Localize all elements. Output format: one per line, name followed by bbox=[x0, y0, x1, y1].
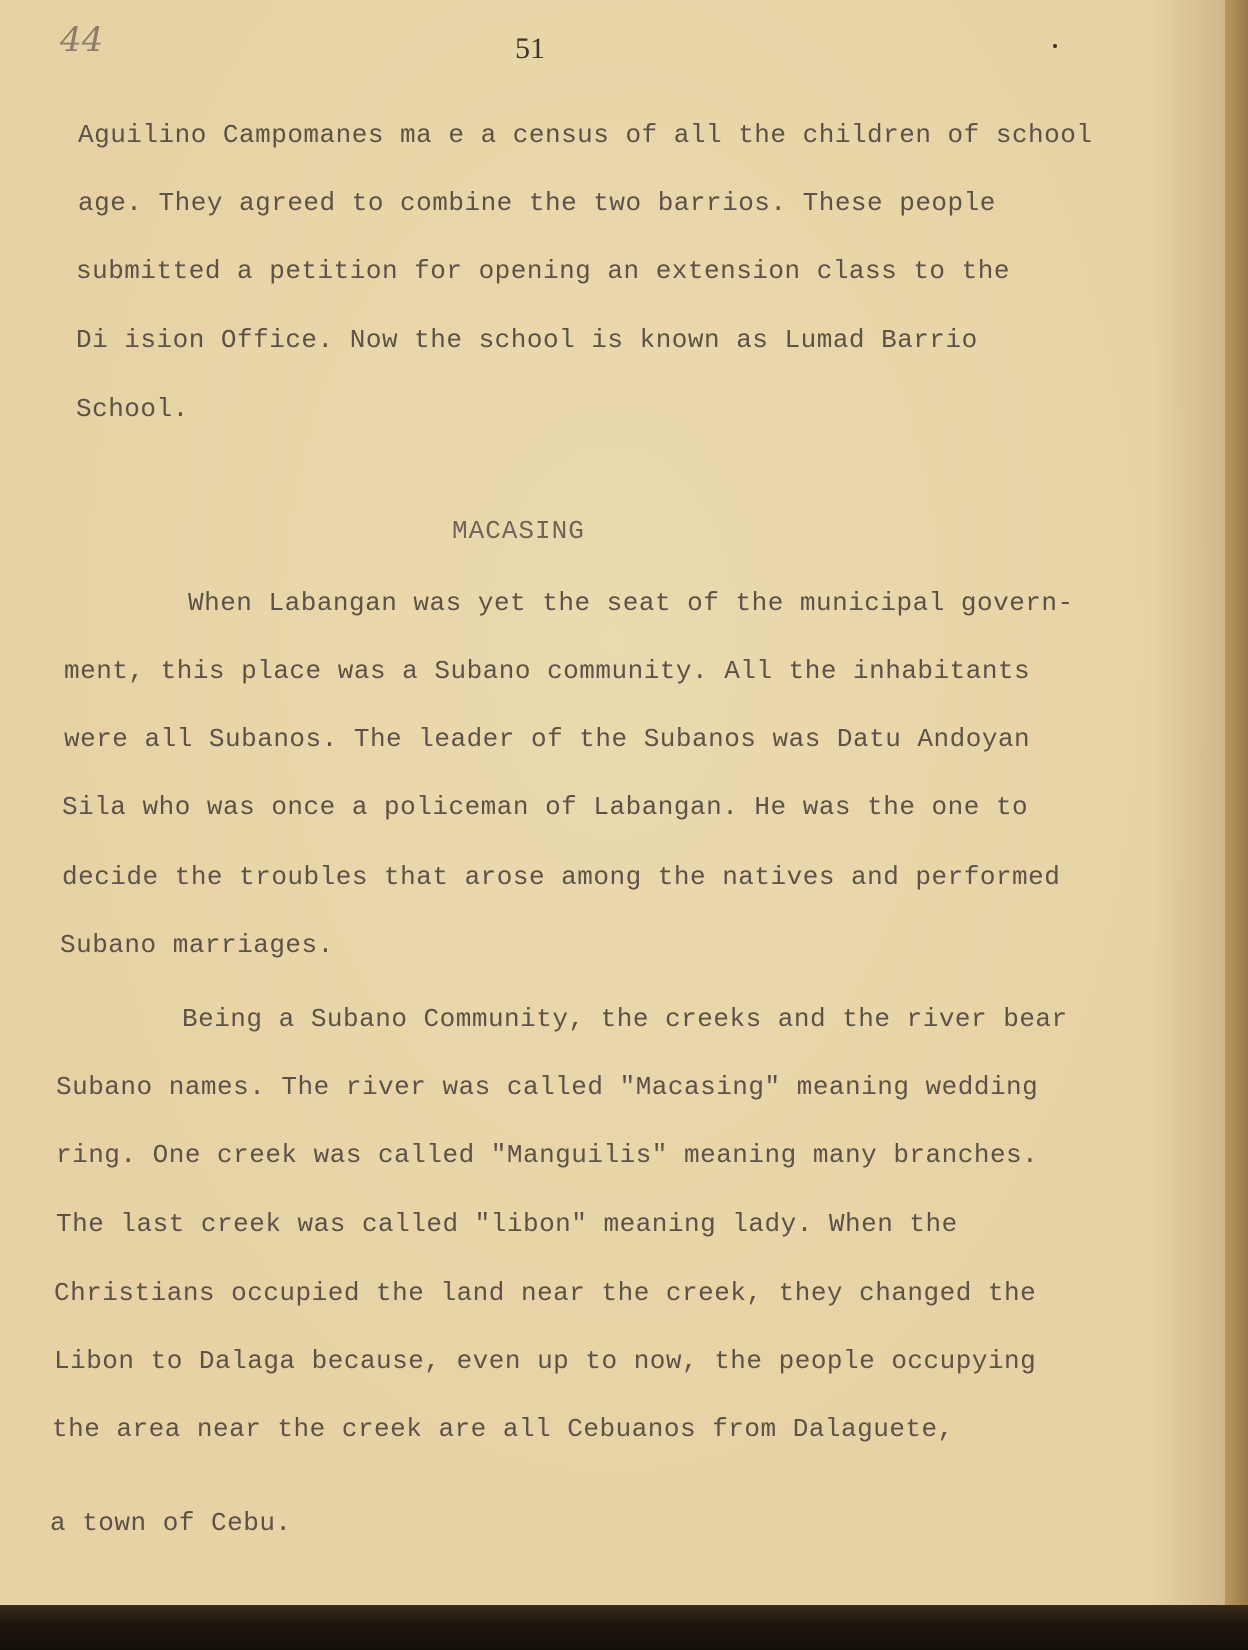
paragraph-1-line-2: age. They agreed to combine the two barrios. These people bbox=[78, 188, 996, 218]
paragraph-2-line-3: were all Subanos. The leader of the Subanos was Datu Andoyan bbox=[64, 724, 1031, 754]
paragraph-2-line-4: Sila who was once a policeman of Labangan. He was the one to bbox=[62, 792, 1029, 822]
ink-dot bbox=[1053, 44, 1057, 48]
paragraph-3-line-8: a town of Cebu. bbox=[50, 1508, 292, 1538]
paragraph-3-line-4: The last creek was called "libon" meaning lady. When the bbox=[56, 1209, 958, 1239]
page-edge bbox=[1225, 0, 1248, 1605]
page-number: 51 bbox=[515, 32, 545, 65]
paragraph-1-line-3: submitted a petition for opening an extension class to the bbox=[76, 256, 1010, 286]
paragraph-3-line-3: ring. One creek was called "Manguilis" meaning many branches. bbox=[56, 1140, 1039, 1170]
paragraph-1-line-1: Aguilino Campomanes ma e a census of all the children of school bbox=[78, 120, 1093, 150]
handwritten-page-note: 44 bbox=[60, 20, 104, 60]
scan-bottom-border bbox=[0, 1605, 1248, 1650]
paragraph-2-line-5: decide the troubles that arose among the natives and performed bbox=[62, 862, 1061, 892]
paragraph-1-line-4: Di ision Office. Now the school is known as Lumad Barrio bbox=[76, 325, 978, 355]
paragraph-1-line-5: School. bbox=[76, 394, 189, 424]
paragraph-3-line-5: Christians occupied the land near the creek, they changed the bbox=[54, 1278, 1037, 1308]
paragraph-2-line-6: Subano marriages. bbox=[60, 930, 334, 960]
section-heading: MACASING bbox=[452, 516, 585, 546]
paragraph-2-line-2: ment, this place was a Subano community. All the inhabitants bbox=[64, 656, 1031, 686]
paragraph-3-line-7: the area near the creek are all Cebuanos from Dalaguete, bbox=[52, 1414, 954, 1444]
paragraph-3-line-6: Libon to Dalaga because, even up to now, the people occupying bbox=[54, 1346, 1037, 1376]
paragraph-3-line-1: Being a Subano Community, the creeks and the river bear bbox=[182, 1004, 1068, 1034]
paragraph-3-line-2: Subano names. The river was called "Macasing" meaning wedding bbox=[56, 1072, 1039, 1102]
paragraph-2-line-1: When Labangan was yet the seat of the municipal govern- bbox=[188, 588, 1074, 618]
